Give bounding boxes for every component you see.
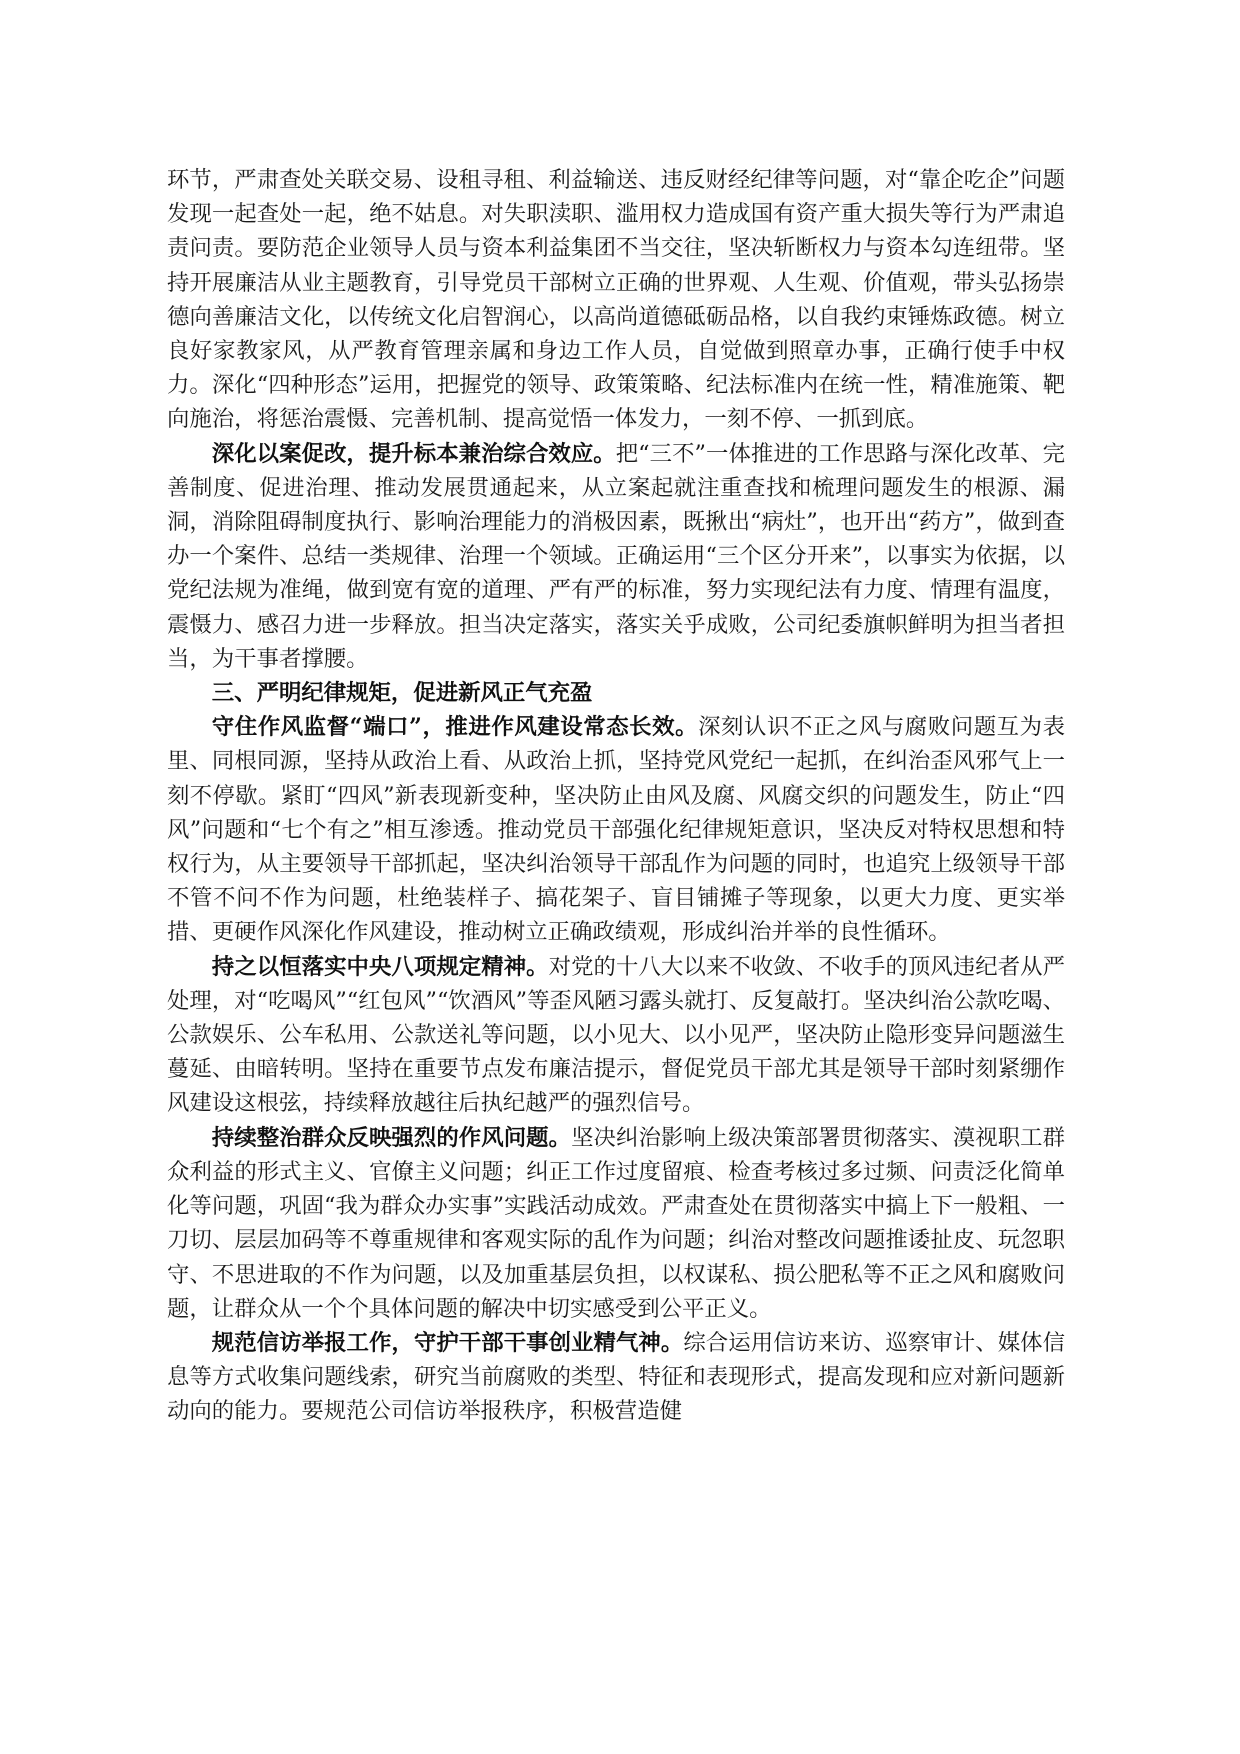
paragraph-3-lead: 守住作风监督“端口”，推进作风建设常态长效。 — [211, 714, 699, 741]
document-body — [167, 163, 1065, 1429]
paragraph-4 — [167, 950, 1065, 1121]
paragraph-5-text: 坚决纠治影响上级决策部署贯彻落实、漠视职工群众利益的形式主义、官僚主义问题；纠正工作过度留痕、检查考核过多过频、问责泛化简单化等问题，巩固“我为群众办实事”实践活动成效。严肃查处在贯彻落实中搞上下一般粗、一刀切、层层加码等不尊重规律和客观实际的乱作为问题；纠治对整改问题推诿扯皮、玩忽职守、不思进取的不作为问题，以及加重基层负担，以权谋私、损公肥私等不正之风和腐败问题，让群众从一个个具体问题的解决中切实感受到公平正义。 — [167, 1124, 1066, 1322]
paragraph-2-lead: 深化以案促改，提升标本兼治综合效应。 — [211, 440, 616, 467]
paragraph-1 — [167, 163, 1065, 437]
paragraph-4-lead: 持之以恒落实中央八项规定精神。 — [211, 953, 549, 980]
paragraph-2-text: 把“三不”一体推进的工作思路与深化改革、完善制度、促进治理、推动发展贯通起来，从立案起就注重查找和梳理问题发生的根源、漏洞，消除阻碍制度执行、影响治理能力的消极因素，既揪出“病灶”，也开出“药方”，做到查办一个案件、总结一类规律、治理一个领域。正确运用“三个区分开来”，以事实为依据，以党纪法规为准绳，做到宽有宽的道理、严有严的标准，努力实现纪法有力度、情理有温度，震慑力、感召力进一步释放。担当决定落实，落实关乎成败，公司纪委旗帜鲜明为担当者担当，为干事者撑腰。 — [167, 440, 1065, 672]
paragraph-4-text: 对党的十八大以来不收敛、不收手的顶风违纪者从严处理，对“吃喝风”“红包风”“饮酒风”等歪风陋习露头就打、反复敲打。坚决纠治公款吃喝、公款娱乐、公车私用、公款送礼等问题，以小见大、以小见严，坚决防止隐形变异问题滋生蔓延、由暗转明。坚持在重要节点发布廉洁提示，督促党员干部尤其是领导干部时刻紧绷作风建设这根弦，持续释放越往后执纪越严的强烈信号。 — [167, 953, 1066, 1117]
paragraph-5-lead: 持续整治群众反映强烈的作风问题。 — [211, 1124, 572, 1151]
paragraph-5 — [167, 1121, 1065, 1326]
paragraph-6-text: 综合运用信访来访、巡察审计、媒体信息等方式收集问题线索，研究当前腐败的类型、特征和表现形式，提高发现和应对新问题新动向的能力。要规范公司信访举报秩序，积极营造健 — [167, 1329, 1066, 1425]
paragraph-1-text: 环节，严肃查处关联交易、设租寻租、利益输送、违反财经纪律等问题，对“靠企吃企”问题发现一起查处一起，绝不姑息。对失职渎职、滥用权力造成国有资产重大损失等行为严肃追责问责。要防范企业领导人员与资本利益集团不当交往，坚决斩断权力与资本勾连纽带。坚持开展廉洁从业主题教育，引导党员干部树立正确的世界观、人生观、价值观，带头弘扬崇德向善廉洁文化，以传统文化启智润心，以高尚道德砥砺品格，以自我约束锤炼政德。树立良好家教家风，从严教育管理亲属和身边工作人员，自觉做到照章办事，正确行使手中权力。深化“四种形态”运用，把握党的领导、政策策略、纪法标准内在统一性，精准施策、靶向施治，将惩治震慑、完善机制、提高觉悟一体发力，一刻不停、一抓到底。 — [167, 167, 1065, 433]
paragraph-6 — [167, 1326, 1065, 1429]
paragraph-3-text: 深刻认识不正之风与腐败问题互为表里、同根同源，坚持从政治上看、从政治上抓，坚持党风党纪一起抓，在纠治歪风邪气上一刻不停歇。紧盯“四风”新表现新变种，坚决防止由风及腐、风腐交织的问题发生，防止“四风”问题和“七个有之”相互渗透。推动党员干部强化纪律规矩意识，坚决反对特权思想和特权行为，从主要领导干部抓起，坚决纠治领导干部乱作为问题的同时，也追究上级领导干部不管不问不作为问题，杜绝装样子、搞花架子、盲目铺摊子等现象，以更大力度、更实举措、更硬作风深化作风建设，推动树立正确政绩观，形成纠治并举的良性循环。 — [167, 714, 1065, 946]
paragraph-3 — [167, 710, 1065, 949]
section-heading: 三、严明纪律规矩，促进新风正气充盈 — [211, 680, 593, 707]
paragraph-2 — [167, 437, 1065, 676]
paragraph-6-lead: 规范信访举报工作，守护干部干事创业精气神。 — [211, 1329, 684, 1356]
